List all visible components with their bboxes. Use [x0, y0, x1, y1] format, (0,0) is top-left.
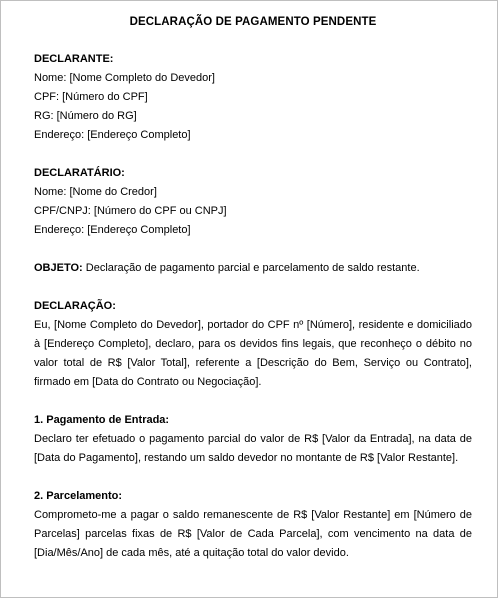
objeto-label: OBJETO:: [34, 262, 83, 274]
declaracao-text: Eu, [Nome Completo do Devedor], portador do CPF nº [Número], residente e domiciliado à [Endereço Completo], declaro, para os devidos fins legais, que reconheço o débito no valor total de R$ [Valor Total], referente a [Descrição do Bem, Serviço ou Contrato], firmado em [Data do Contrato ou Negociação].: [34, 319, 472, 388]
declaratario-section: [34, 164, 472, 240]
declaratario-endereco: Endereço: [Endereço Completo]: [34, 224, 191, 236]
parcelamento-section: [34, 487, 472, 563]
pagamento-entrada-heading: 1. Pagamento de Entrada:: [34, 414, 170, 426]
declaracao-heading: DECLARAÇÃO:: [34, 300, 116, 312]
declarante-rg: RG: [Número do RG]: [34, 110, 137, 122]
parcelamento-text: Comprometo-me a pagar o saldo remanescente de R$ [Valor Restante] em [Número de Parcelas] parcelas fixas de R$ [Valor de Cada Parcela], com vencimento na data de [Dia/Mês/Ano] de cada mês, até a quitação total do valor devido.: [34, 509, 472, 559]
document-content: [34, 13, 472, 563]
declaratario-nome: Nome: [Nome do Credor]: [34, 186, 157, 198]
declarante-section: [34, 50, 472, 145]
objeto-line: [34, 259, 472, 278]
declarante-endereco: Endereço: [Endereço Completo]: [34, 129, 191, 141]
declaratario-heading: DECLARATÁRIO:: [34, 167, 125, 179]
declaracao-section: [34, 297, 472, 392]
pagamento-entrada-text: Declaro ter efetuado o pagamento parcial do valor de R$ [Valor da Entrada], na data de [Data do Pagamento], restando um saldo devedor no montante de R$ [Valor Restante].: [34, 433, 472, 464]
declarante-cpf: CPF: [Número do CPF]: [34, 91, 148, 103]
declarante-nome: Nome: [Nome Completo do Devedor]: [34, 72, 215, 84]
pagamento-entrada-section: [34, 411, 472, 468]
document-title: DECLARAÇÃO DE PAGAMENTO PENDENTE: [129, 16, 377, 28]
parcelamento-heading: 2. Parcelamento:: [34, 490, 123, 502]
objeto-text: Declaração de pagamento parcial e parcelamento de saldo restante.: [82, 262, 420, 274]
declarante-heading: DECLARANTE:: [34, 53, 114, 65]
declaratario-cpf-cnpj: CPF/CNPJ: [Número do CPF ou CNPJ]: [34, 205, 227, 217]
